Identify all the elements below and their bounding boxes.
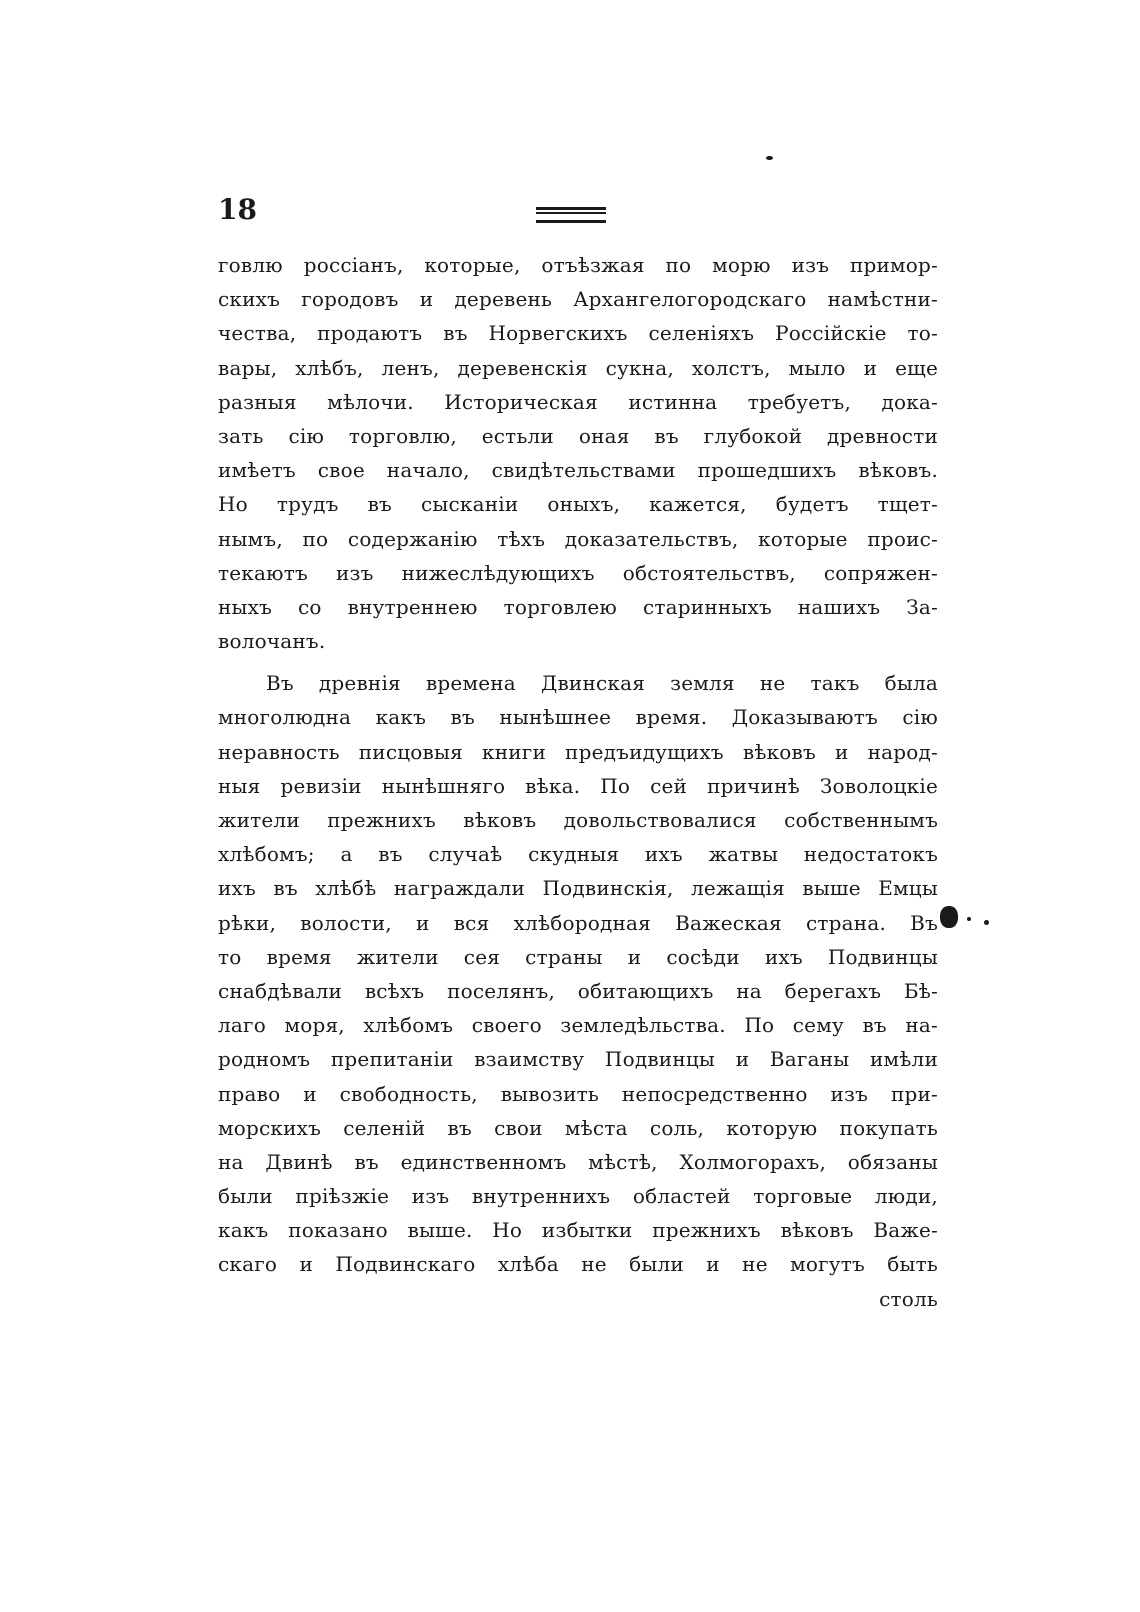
text-line: скаго и Подвинскаго хлѣба не были и не могутъ быть <box>218 1252 938 1277</box>
paragraph-gap <box>218 658 938 666</box>
text-line: волочанъ. <box>218 629 326 654</box>
page-number: 18 <box>218 193 257 226</box>
text-line: ныя ревизіи нынѣшняго вѣка. По сей причинѣ Зоволоцкіе <box>218 773 938 798</box>
text-line: какъ показано выше. Но избытки прежнихъ вѣковъ Важе- <box>218 1218 938 1243</box>
text-line: морскихъ селеній въ свои мѣста соль, которую покупать <box>218 1115 938 1140</box>
text-line: право и свободность, вывозить непосредственно изъ при- <box>218 1081 938 1106</box>
text-line: лаго моря, хлѣбомъ своего земледѣльства. По сему въ на- <box>218 1013 938 1038</box>
text-line: рѣки, волости, и вся хлѣбородная Важеская страна. Въ <box>218 910 938 935</box>
text-line: многолюдна какъ въ нынѣшнее время. Доказываютъ сію <box>218 705 938 730</box>
text-line: чества, продаютъ въ Норвегскихъ селеніяхъ Россійскіе то- <box>218 321 938 346</box>
text-line: скихъ городовъ и деревень Архангелогородскаго намѣстни- <box>218 287 938 312</box>
text-line: то время жители сея страны и сосѣди ихъ Подвинцы <box>218 944 938 969</box>
text-line: имѣетъ свое начало, свидѣтельствами прошедшихъ вѣковъ. <box>218 458 938 483</box>
text-line: неравность писцовыя книги предъидущихъ вѣковъ и народ- <box>218 739 938 764</box>
text-line: Но трудъ въ сысканіи оныхъ, кажется, будетъ тщет- <box>218 492 938 517</box>
text-line: были пріѣзжіе изъ внутреннихъ областей торговые люди, <box>218 1184 938 1209</box>
paragraph-2 <box>218 666 938 1281</box>
text-line: Въ древнія времена Двинская земля не такъ была <box>266 671 938 696</box>
text-line: нымъ, по содержанію тѣхъ доказательствъ, которые проис- <box>218 526 938 551</box>
ink-speck <box>967 917 971 921</box>
body-text <box>218 248 938 1316</box>
text-line: жители прежнихъ вѣковъ довольствовалися собственнымъ <box>218 808 938 832</box>
text-line: говлю россіанъ, которые, отъѣзжая по морю изъ примор- <box>218 253 938 277</box>
text-line: ихъ въ хлѣбѣ награждали Подвинскія, лежащія выше Емцы <box>218 876 938 901</box>
text-line: на Двинѣ въ единственномъ мѣстѣ, Холмогорахъ, обязаны <box>218 1149 938 1174</box>
ink-speck <box>984 920 989 925</box>
ink-blot <box>940 906 958 928</box>
text-line: текаютъ изъ нижеслѣдующихъ обстоятельствъ, сопряжен- <box>218 560 938 585</box>
text-line: зать сію торговлю, естьли оная въ глубокой древности <box>218 423 938 448</box>
text-line: разныя мѣлочи. Историческая истинна требуетъ, дока- <box>218 389 938 414</box>
text-line: родномъ препитаніи взаимству Подвинцы и Ваганы имѣли <box>218 1047 938 1072</box>
text-line: снабдѣвали всѣхъ поселянъ, обитающихъ на берегахъ Бѣ- <box>218 978 938 1003</box>
paragraph-1 <box>218 248 938 658</box>
text-line: хлѣбомъ; а въ случаѣ скудныя ихъ жатвы недостатокъ <box>218 842 938 867</box>
text-line: вары, хлѣбъ, ленъ, деревенскія сукна, холстъ, мыло и еще <box>218 355 938 380</box>
header-rule <box>536 207 606 223</box>
text-line: ныхъ со внутреннею торговлею старинныхъ нашихъ За- <box>218 594 938 619</box>
ink-speck <box>766 156 773 160</box>
catchword: столь <box>879 1286 938 1311</box>
